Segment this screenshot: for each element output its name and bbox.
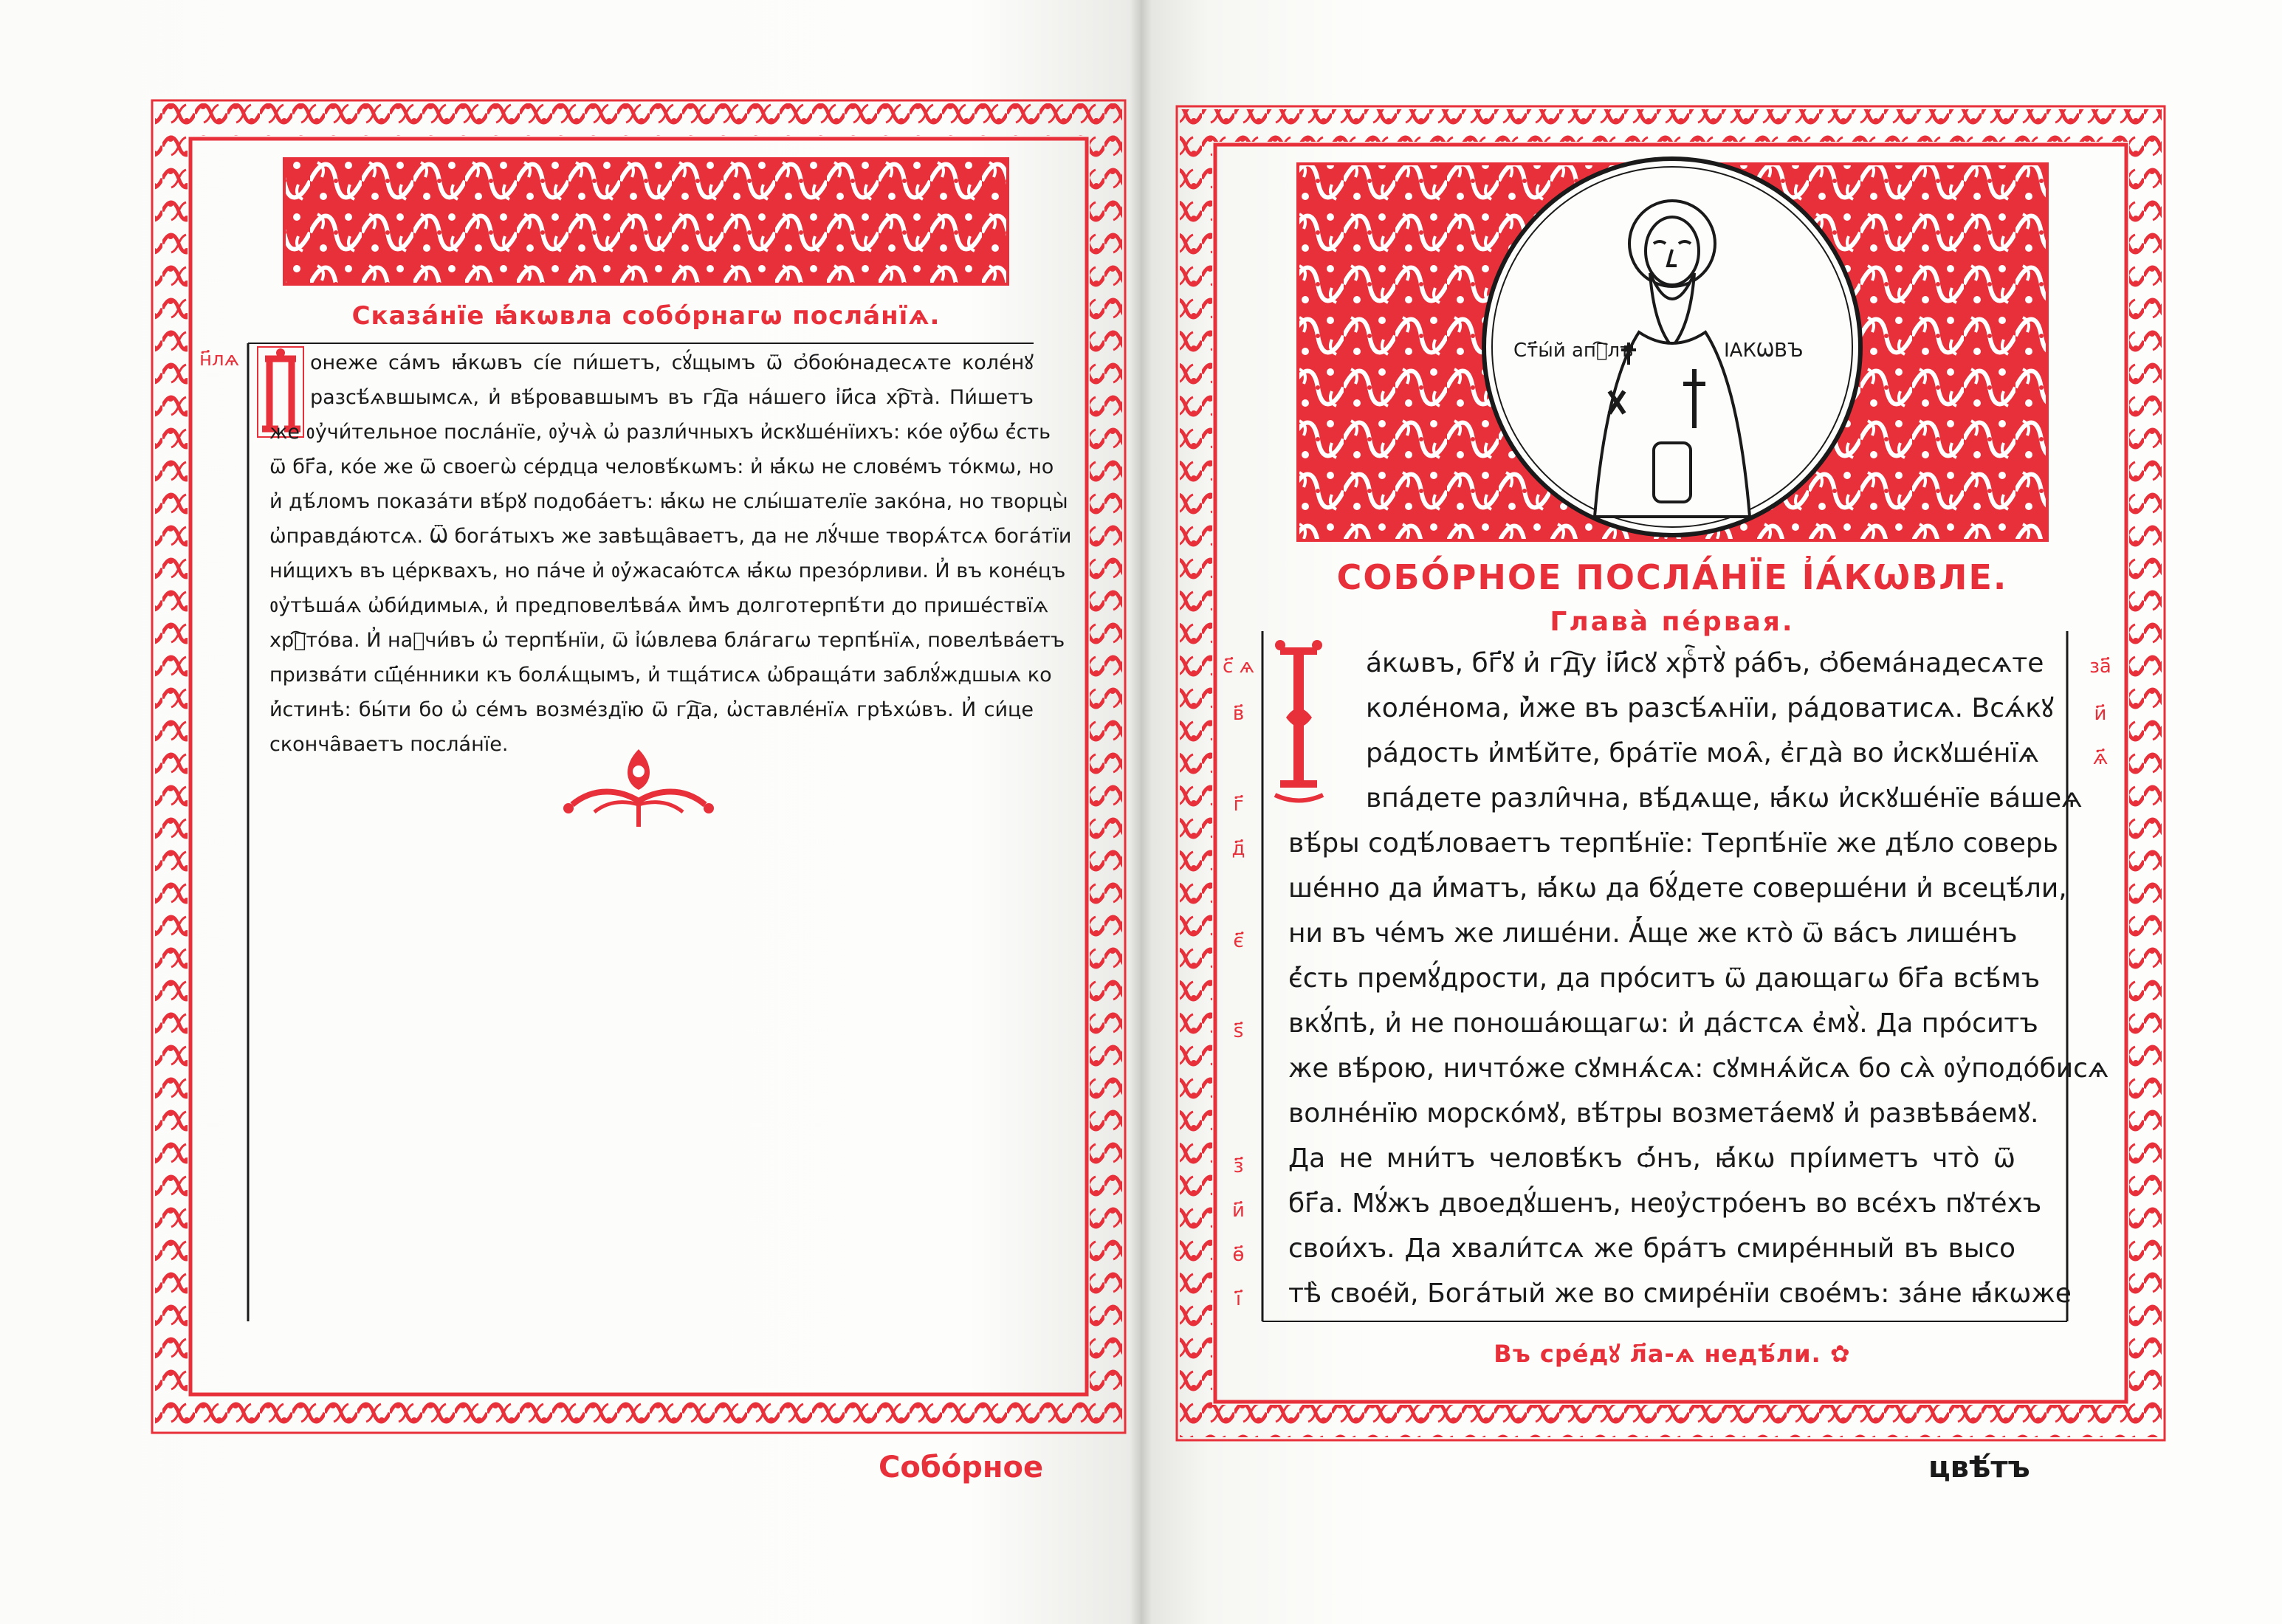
verse-number: ѕ҃ xyxy=(1233,1020,1244,1042)
text-line: онеже са́мъ ꙗ҆́кѡвъ сі́е пи́шетъ, сꙋ́щымъ ѿ ѻ҆бою́надесѧте коле́нꙋ xyxy=(310,351,1034,374)
text-line: вкꙋ́пѣ, и҆ не поноша́ющагѡ: и҆ да́стсѧ є҆мꙋ̀. Да про́ситъ xyxy=(1288,1008,2038,1039)
text-line: ᲂу҆тѣша́ѧ ѡ҆би́димыѧ, и҆ предповелѣва́ѧ и҆̀мъ долготерпѣ́ти до прише́ствїѧ xyxy=(269,594,1049,617)
verse-number: и҃ xyxy=(1232,1200,1245,1222)
text-line: ни́щихъ въ це́рквахъ, но па́че и҆ ᲂу҆́жасаю́тсѧ ꙗ҆́кѡ презо́рливи. И҆ въ коне́цъ xyxy=(269,560,1066,582)
footer-rubric: Въ сре́дꙋ л҃а-ѧ недѣ́ли. ✿ xyxy=(1494,1340,1851,1368)
verse-number: д҃ xyxy=(1231,838,1245,860)
reading-number: и҃ xyxy=(2094,703,2107,725)
text-line: разсѣ́ѧвшымсѧ, и҆ вѣ́ровавшымъ въ гд҇а на́шего і҆и҃са хр҇та̀. Пи́шетъ xyxy=(310,386,1034,409)
right-drop-cap-ornament xyxy=(1271,636,1327,806)
text-line: хрⷭ҇то́ва. И҆ наꙋчи́въ ѡ҆ терпѣ́нїи, ѿ і҆ѡ́влева бла́гагѡ терпѣ́нїѧ, повелѣва́етъ xyxy=(269,629,1065,652)
right-body-text-cont xyxy=(1288,821,2109,1316)
verse-number: в҃ xyxy=(1232,703,1245,725)
left-catchword: Собо́рное xyxy=(879,1451,1044,1484)
text-line: сконча̑ваетъ посла́нїе. xyxy=(269,733,509,756)
right-body-text xyxy=(1366,641,2083,821)
verse-number: і҃ xyxy=(1235,1288,1242,1310)
text-line: ше́нно да и҆́матъ, ꙗ҆́кѡ да бꙋ́дете соверше́ни и҆ всецѣ́ли, xyxy=(1288,873,2067,904)
right-catchword: цвѣ́тъ xyxy=(1928,1451,2030,1484)
chapter-heading: Глава̀ пе́рвая. xyxy=(1550,607,1795,637)
text-line: коле́нома, и҆̀же въ разсѣ́ѧнїи, ра́доватисѧ. Всѧ́кꙋ xyxy=(1366,693,2054,723)
text-line: и҆́стинѣ: бы́ти бо ѡ҆ се́мъ возме́здїю ѿ гд҇а, ѡ҆ставле́нїѧ грѣхѡ́въ. И҆ си́це xyxy=(269,698,1034,721)
right-page-title: СОБО́РНОЕ ПОСЛА́НЇЕ І҆А́КѠВЛЕ. xyxy=(1336,557,2008,597)
left-body-text xyxy=(310,345,1034,415)
text-line: и҆ дѣ́ломъ показа́ти вѣ́рꙋ подоба́етъ: ꙗ҆́кѡ не слы́шателїе зако́на, но творцы̀ xyxy=(269,490,1068,513)
text-line: бг҃а. Мꙋ́жъ двоедꙋ́шенъ, неᲂу҆стро́енъ во все́хъ пꙋте́хъ xyxy=(1288,1188,2042,1219)
text-line: вѣ́ры содѣ́ловаетъ терпѣ́нїе: Терпѣ́нїе же дѣ́ло соверь xyxy=(1288,828,2058,859)
left-margin-number: н҃лѧ xyxy=(199,348,239,371)
left-headpiece xyxy=(284,159,1008,284)
text-line: ни въ че́мъ же лише́ни. А҆́ще же кто̀ ѿ ва́съ лише́нъ xyxy=(1288,918,2018,949)
text-line: Да не мни́тъ человѣ́къ ѻ҆́нъ, ꙗ҆́кѡ прі́иметъ что̀ ѿ xyxy=(1288,1143,2015,1174)
reading-number: ѧ҃ xyxy=(2092,747,2109,769)
left-page-title: Сказа́нїе ꙗ҆́кѡвла собо́рнагѡ посла́нїѧ. xyxy=(351,301,941,331)
text-line: ѡ҆правда́ютсѧ. Ѿ бога́тыхъ же завѣща̑ваетъ, да не лꙋ́чше творѧ́тсѧ бога́тїи xyxy=(269,525,1072,548)
icon-inscription-right: ІАКѠВЪ xyxy=(1724,340,1804,362)
text-line: же вѣ́рою, ничто́же сꙋмнѧ́сѧ: сꙋмнѧ́йсѧ бо сѧ̀ ᲂу҆подо́бисѧ xyxy=(1288,1053,2109,1084)
text-line: а́кѡвъ, бг҃ꙋ и҆ гд҇у і҆и҃сꙋ хрⷭ҇тꙋ̀ ра́бъ, ѻ҆бема́надесѧте xyxy=(1366,648,2044,678)
verse-number: с҃ ѧ xyxy=(1223,656,1254,678)
text-line: впа́дете разли̑чна, вѣ́дѧще, ꙗ҆́кѡ и҆скꙋше́нїе ва́шеѧ xyxy=(1366,783,2083,813)
text-line: же ᲂу҆чи́тельное посла́нїе, ᲂу҆чѧ̀ ѡ҆ разли́чныхъ и҆скꙋше́нїихъ: ко́е ᲂу҆́бѡ є҆́сть xyxy=(269,421,1051,444)
verse-number: з҃ xyxy=(1233,1155,1244,1177)
text-line: ра́дость и҆мѣ́йте, бра́тїе моѧ̑, є҆гда̀ во и҆скꙋше́нїѧ xyxy=(1366,738,2039,768)
verse-number: є҃ xyxy=(1233,930,1244,952)
verse-number: г҃ xyxy=(1233,794,1244,816)
text-line: свои́хъ. Да хвали́тсѧ же бра́тъ смире́нный въ высо xyxy=(1288,1234,2015,1264)
icon-inscription-left: Ст҃ы́й апⷭ҇лъ xyxy=(1513,340,1634,362)
text-line: є҆́сть премꙋ́дрости, да про́ситъ ѿ дающагѡ бг҃а всѣ́мъ xyxy=(1288,963,2041,994)
left-body-text-cont xyxy=(269,415,1072,762)
text-line: тѣ̀ свое́й, Бога́тый же во смире́нїи свое́мъ: за́не ꙗ҆́кѡже xyxy=(1288,1279,2072,1309)
text-line: волне́нїю морско́мꙋ, вѣ́тры возмета́емꙋ и҆ развѣва́емꙋ. xyxy=(1288,1098,2039,1129)
text-line: ѿ бг҃а, ко́е же ѿ своегѡ̀ се́рдца человѣ́кѡмъ: и҆ ꙗ҆́кѡ не слове́мъ то́кмѡ, но xyxy=(269,455,1054,478)
text-line: призва́ти сщ҃е́нники къ болѧ́щымъ, и҆ тща́тисѧ ѡ҆браща́ти заблꙋ́ждшыѧ ко xyxy=(269,664,1052,687)
verse-number: ѳ҃ xyxy=(1232,1244,1245,1266)
reading-number: за҃ xyxy=(2089,656,2111,678)
